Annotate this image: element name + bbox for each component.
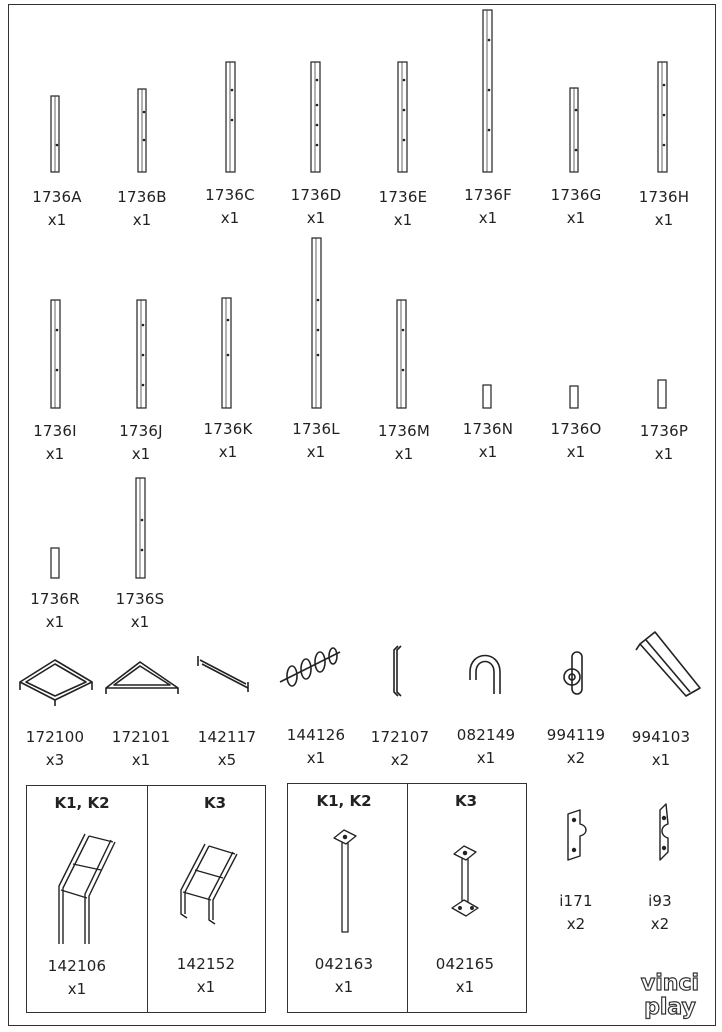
part-code: 994119 (546, 726, 606, 744)
part-code: 1736K (203, 420, 253, 438)
part-qty: x1 (45, 445, 65, 463)
logo-line1: vinci (640, 971, 700, 996)
logo-line2: play (644, 995, 696, 1020)
clip-drawings (540, 790, 710, 880)
part-144126 (271, 726, 361, 767)
spiral-auger-icon (280, 648, 340, 686)
part-1736N (443, 420, 533, 461)
kit-header: K3 (203, 794, 227, 812)
part-qty: x1 (476, 749, 496, 767)
part-1736D (271, 186, 361, 227)
part-qty: x2 (390, 751, 410, 769)
part-qty: x1 (47, 211, 67, 229)
part-082149 (441, 726, 531, 767)
part-qty: x1 (306, 209, 326, 227)
part-994103 (616, 728, 706, 769)
part-1736O (531, 420, 621, 461)
part-qty: x1 (654, 445, 674, 463)
part-172100 (10, 728, 100, 769)
part-qty: x3 (45, 751, 65, 769)
ladder-142152-icon (181, 844, 237, 924)
part-code: 1736M (377, 422, 431, 440)
part-1736P (619, 422, 709, 463)
part-1736J (96, 422, 186, 463)
part-qty: x2 (566, 749, 586, 767)
part-qty: x1 (306, 443, 326, 461)
part-code: 082149 (456, 726, 516, 744)
part-code: i171 (559, 892, 593, 910)
part-142117 (182, 728, 272, 769)
part-code: 1736A (32, 188, 82, 206)
part-i171 (531, 892, 621, 933)
kit-header: K3 (454, 792, 478, 810)
part-code: i93 (648, 892, 672, 910)
part-qty: x1 (131, 751, 151, 769)
handle-icon (394, 646, 401, 696)
part-code: 1736D (290, 186, 342, 204)
part-qty: x1 (478, 443, 498, 461)
part-042165 (420, 955, 510, 996)
post-042163-icon (334, 830, 356, 932)
part-1736B (97, 188, 187, 229)
part-code: 1736G (550, 186, 602, 204)
post-042165-icon (452, 846, 478, 916)
square-frame-icon (20, 660, 92, 706)
part-qty: x1 (132, 211, 152, 229)
part-qty: x1 (478, 209, 498, 227)
part-code: 1736N (462, 420, 514, 438)
part-code: 144126 (286, 726, 346, 744)
part-code: 1736S (115, 590, 165, 608)
part-qty: x1 (334, 978, 354, 996)
part-1736C (185, 186, 275, 227)
part-qty: x2 (650, 915, 670, 933)
part-1736L (271, 420, 361, 461)
part-code: 172101 (111, 728, 171, 746)
part-i93 (615, 892, 705, 933)
part-qty: x1 (566, 443, 586, 461)
part-code: 1736J (119, 422, 163, 440)
part-1736A (12, 188, 102, 229)
kit-header: K1, K2 (316, 792, 372, 810)
part-code: 1736I (33, 422, 77, 440)
part-qty: x1 (566, 209, 586, 227)
clip-i93-icon (660, 804, 668, 860)
slide-icon (636, 632, 700, 696)
part-qty: x1 (45, 613, 65, 631)
clip-i171-icon (568, 810, 586, 860)
part-1736K (183, 420, 273, 461)
kit-header: K1, K2 (54, 794, 110, 812)
part-code: 172107 (370, 728, 430, 746)
part-142106 (32, 957, 122, 998)
part-code: 1736F (464, 186, 512, 204)
part-1736R (10, 590, 100, 631)
part-code: 142106 (47, 957, 107, 975)
part-042163 (299, 955, 389, 996)
part-qty: x1 (306, 749, 326, 767)
wall-bracket-icon (564, 652, 582, 694)
part-code: 142117 (197, 728, 257, 746)
part-qty: x1 (67, 980, 87, 998)
part-code: 042163 (314, 955, 374, 973)
part-1736S (95, 590, 185, 631)
part-142152 (161, 955, 251, 996)
part-qty: x2 (566, 915, 586, 933)
part-qty: x1 (130, 613, 150, 631)
part-code: 1736E (378, 188, 428, 206)
rung-bar-icon (198, 656, 248, 692)
part-1736F (443, 186, 533, 227)
part-qty: x5 (217, 751, 237, 769)
part-1736I (10, 422, 100, 463)
part-code: 1736P (639, 422, 689, 440)
part-code: 1736R (30, 590, 80, 608)
part-172107 (355, 728, 445, 769)
part-code: 1736H (638, 188, 690, 206)
part-code: 1736L (292, 420, 340, 438)
hook-icon (470, 656, 500, 695)
part-qty: x1 (455, 978, 475, 996)
part-qty: x1 (131, 445, 151, 463)
part-1736E (358, 188, 448, 229)
triangle-frame-icon (106, 662, 178, 694)
vinci-play-logo (632, 970, 708, 1022)
part-code: 994103 (631, 728, 691, 746)
part-qty: x1 (394, 445, 414, 463)
part-qty: x1 (393, 211, 413, 229)
part-qty: x1 (196, 978, 216, 996)
part-qty: x1 (218, 443, 238, 461)
part-code: 042165 (435, 955, 495, 973)
part-172101 (96, 728, 186, 769)
part-1736M (359, 422, 449, 463)
ladder-142106-icon (59, 834, 115, 944)
part-1736H (619, 188, 709, 229)
part-code: 1736B (117, 188, 167, 206)
part-qty: x1 (654, 211, 674, 229)
part-code: 172100 (25, 728, 85, 746)
part-qty: x1 (651, 751, 671, 769)
part-code: 142152 (176, 955, 236, 973)
part-code: 1736O (550, 420, 602, 438)
part-qty: x1 (220, 209, 240, 227)
part-code: 1736C (205, 186, 255, 204)
part-994119 (531, 726, 621, 767)
part-1736G (531, 186, 621, 227)
